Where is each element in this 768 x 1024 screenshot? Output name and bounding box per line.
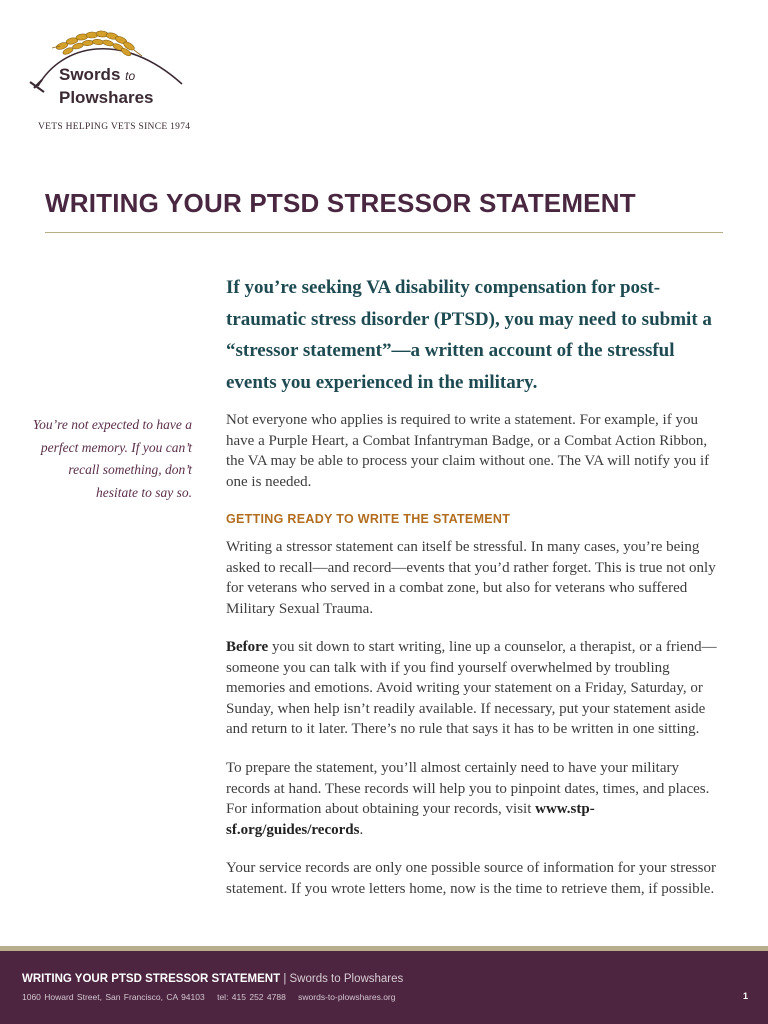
paragraph-before [226,637,726,740]
page-number: 1 [742,991,748,1001]
page-title: WRITING YOUR PTSD STRESSOR STATEMENT [45,188,636,218]
paragraph-records [226,758,726,840]
logo-name-to: to [125,69,136,83]
records-text: To prepare the statement, you’ll almost certainly need to have your military records at hand. These records will help you to pinpoint dates, times, and places. For information about obtaining your records, visit [226,760,710,817]
footer-title [22,973,403,985]
records-link[interactable]: www.stp-sf.org/guides/records [226,801,595,838]
paragraph-stressful: Writing a stressor statement can itself be stressful. In many cases, you’re being asked to recall—and record—events that you’d rather forget. This is true not only for veterans who served in a combat zone, but also for veterans who suffered Military Sexual Trauma. [226,539,716,617]
logo-name-line1: Swords [59,65,121,84]
footer-contact [22,992,405,1002]
footer [0,951,768,1024]
paragraph-eligibility: Not everyone who applies is required to write a statement. For example, if you have a Purple Heart, a Combat Infantryman Badge, or a Combat Action Ribbon, the VA may be able to process your claim without one. The VA will notify you if one is needed. [226,412,710,490]
intro-paragraph: If you’re seeking VA disability compensation for post-traumatic stress disorder (PTSD), you may need to submit a “stressor statement”—a written account of the stressful events you experienced in the military. [226,277,712,393]
footer-separator: | [280,973,290,985]
section-heading: GETTING READY TO WRITE THE STATEMENT [226,512,511,526]
records-end: . [359,821,364,838]
footer-org: Swords to Plowshares [289,973,404,985]
logo-wordmark [59,64,154,109]
footer-phone: tel: 415 252 4788 [217,992,286,1002]
footer-address: 1060 Howard Street, San Francisco, CA 94103 [22,992,205,1002]
logo-name-line2: Plowshares [59,88,154,107]
paragraph-service-records: Your service records are only one possible source of information for your stressor statement. If you wrote letters home, now is the time to retrieve them, if possible. [226,860,717,897]
footer-website[interactable]: swords-to-plowshares.org [298,992,396,1002]
before-text: you sit down to start writing, line up a counselor, a therapist, or a friend—someone you can talk with if you find yourself overwhelmed by troubling memories and emotions. Avoid writing your statement on a Friday, Saturday, or Sunday, when help isn’t readily available. If necessary, put your statement aside and return to it later. There’s no rule that says it has to be written in one sitting. [226,639,717,737]
footer-doc-title: WRITING YOUR PTSD STRESSOR STATEMENT [22,973,281,985]
tagline: VETS HELPING VETS SINCE 1974 [38,122,191,132]
title-divider [45,232,723,233]
sidebar-quote: You’re not expected to have a perfect memory. If you can’t recall something, don’t hesitate to say so. [32,417,192,500]
before-bold-lead: Before [226,639,269,655]
